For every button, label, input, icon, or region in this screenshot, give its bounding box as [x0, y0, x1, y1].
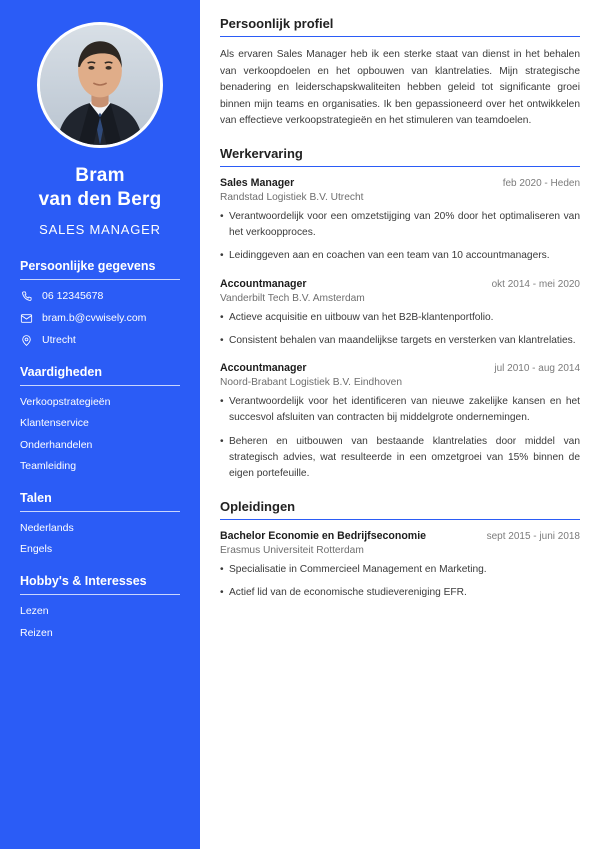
entry-date: okt 2014 - mei 2020	[491, 278, 580, 290]
entry-bullet: • Verantwoordelijk voor een omzetstijging van 20% door het optimaliseren van het verkoopproces.	[220, 209, 580, 242]
experience-section-title: Werkervaring	[220, 146, 580, 167]
list-item: Verkoopstrategieën	[20, 395, 111, 408]
education-section	[220, 499, 580, 602]
entry-institution: Erasmus Universiteit Rotterdam	[220, 544, 364, 556]
entry-bullet: • Specialisatie in Commercieel Management en Marketing.	[220, 562, 580, 578]
entry-date: jul 2010 - aug 2014	[494, 363, 580, 375]
education-entry	[220, 530, 580, 602]
entry-title: Sales Manager	[220, 176, 295, 189]
profile-text: Als ervaren Sales Manager heb ik een sterke staat van dienst in het behalen van verkoopdoelen en het opbouwen van klantrelaties. Mijn strategische benadering en leiderschapskwaliteiten hebben geleid tot significante groei binnen mijn teams en organisaties. Ik ben gepassioneerd over het ontwikkelen van effectieve verkoopstrategieën en het stimuleren van teamdoelen.	[220, 49, 580, 127]
profile-section	[220, 16, 580, 130]
entry-bullet: • Actief lid van de economische studievereniging EFR.	[220, 585, 580, 601]
envelope-icon	[20, 312, 33, 325]
skills-title: Vaardigheden	[20, 365, 180, 386]
sidebar	[0, 0, 200, 849]
contact-phone	[20, 290, 180, 303]
job-role: SALES MANAGER	[39, 221, 161, 237]
entry-title: Accountmanager	[220, 362, 307, 375]
entry-date: feb 2020 - Heden	[502, 177, 580, 189]
phone-icon	[20, 290, 33, 303]
skills-block	[20, 365, 180, 473]
education-section-title: Opleidingen	[220, 499, 580, 520]
experience-section	[220, 146, 580, 483]
contact-email-value: bram.b@cvwisely.com	[42, 311, 147, 324]
profile-section-title: Persoonlijk profiel	[220, 16, 580, 37]
languages-block	[20, 491, 180, 556]
first-name: Bram	[75, 165, 125, 186]
hobbies-block	[20, 574, 180, 639]
list-item: Onderhandelen	[20, 438, 93, 451]
experience-entry	[220, 177, 580, 265]
experience-entry	[220, 278, 580, 350]
personal-details-title: Persoonlijke gegevens	[20, 259, 180, 280]
location-pin-icon	[20, 334, 33, 347]
entry-head	[220, 530, 580, 542]
entry-head	[220, 278, 580, 290]
entry-title: Accountmanager	[220, 277, 307, 290]
list-item: Nederlands	[20, 521, 74, 534]
main-content	[200, 0, 600, 849]
contact-location-value: Utrecht	[42, 333, 76, 346]
entry-bullet: • Consistent behalen van maandelijkse targets en versterken van klantrelaties.	[220, 333, 580, 349]
avatar-wrap	[20, 22, 180, 148]
contact-email	[20, 312, 180, 325]
entry-bullet: • Beheren en uitbouwen van bestaande klantrelaties door middel van strategisch advies, wat resulteerde in een omzetgroei van 15% binnen de eigen portefeuille.	[220, 434, 580, 483]
list-item: Reizen	[20, 626, 53, 639]
last-name: van den Berg	[38, 188, 162, 210]
entry-date: sept 2015 - juni 2018	[486, 530, 580, 542]
list-item: Teamleiding	[20, 460, 77, 473]
contact-location	[20, 334, 180, 347]
personal-details-block	[20, 259, 180, 347]
profile-photo-illustration	[40, 25, 160, 145]
entry-company: Noord-Brabant Logistiek B.V. Eindhoven	[220, 377, 402, 389]
hobbies-title: Hobby's & Interesses	[20, 574, 180, 595]
list-item: Engels	[20, 543, 53, 556]
entry-head	[220, 362, 580, 374]
entry-title: Bachelor Economie en Bedrijfseconomie	[220, 529, 427, 542]
entry-head	[220, 177, 580, 189]
languages-title: Talen	[20, 491, 180, 512]
list-item: Lezen	[20, 605, 49, 618]
entry-company: Randstad Logistiek B.V. Utrecht	[220, 191, 364, 203]
entry-company: Vanderbilt Tech B.V. Amsterdam	[220, 292, 365, 304]
avatar	[37, 22, 163, 148]
entry-bullet: • Actieve acquisitie en uitbouw van het B2B-klantenportfolio.	[220, 310, 580, 326]
experience-entry	[220, 362, 580, 483]
entry-bullet: • Verantwoordelijk voor het identificeren van nieuwe zakelijke kansen en het succesvol afsluiten van contracten bij middelgrote ondernemingen.	[220, 394, 580, 427]
contact-phone-value: 06 12345678	[42, 289, 104, 302]
entry-bullet: • Leidinggeven aan en coachen van een team van 10 accountmanagers.	[220, 248, 580, 264]
full-name	[20, 164, 180, 212]
list-item: Klantenservice	[20, 417, 89, 430]
